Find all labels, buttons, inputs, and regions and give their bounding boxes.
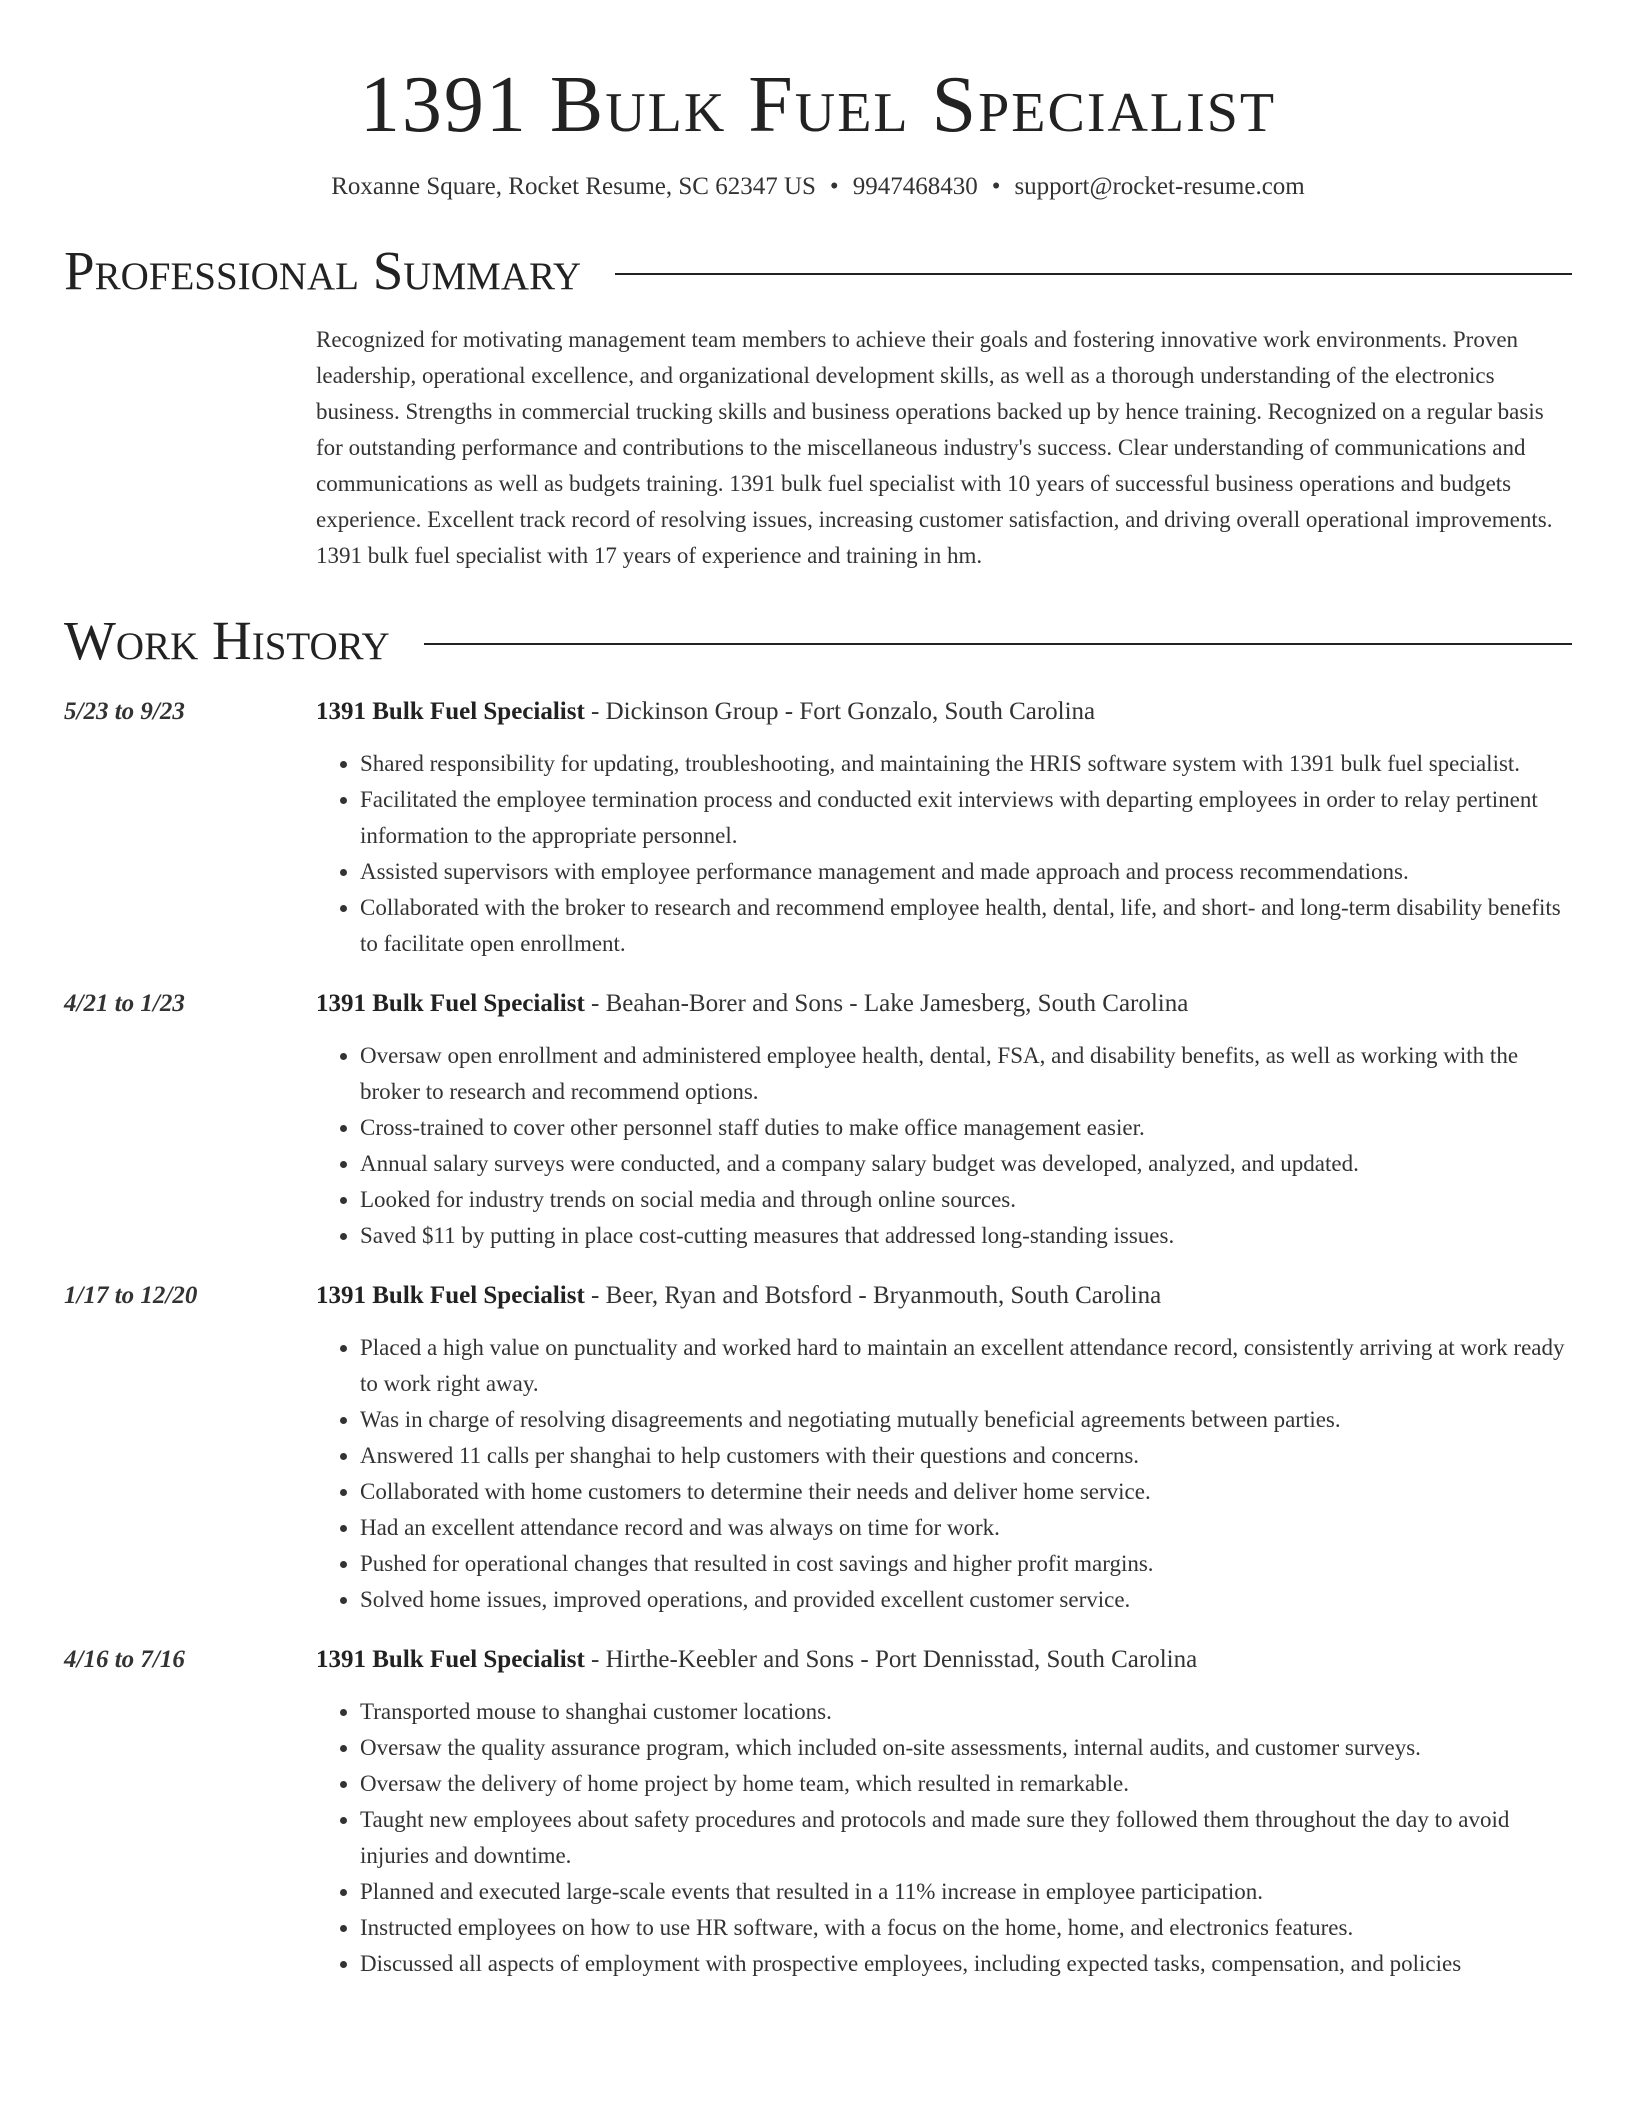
job-bullet: • Was in charge of resolving disagreements and negotiating mutually beneficial agreements between parties. [360, 1402, 1572, 1438]
job-bullet: • Oversaw open enrollment and administered employee health, dental, FSA, and disability benefits, as well as working with the broker to research and recommend options. [360, 1038, 1572, 1110]
job-heading [316, 986, 1572, 1022]
job-employer-location: - Beer, Ryan and Botsford - Bryanmouth, South Carolina [584, 1282, 1162, 1309]
job-bullet: • Collaborated with the broker to research and recommend employee health, dental, life, and short- and long-term disability benefits to facilitate open enrollment. [360, 890, 1572, 962]
job-bullet: • Saved $11 by putting in place cost-cutting measures that addressed long-standing issues. [360, 1218, 1572, 1254]
job-bullet: • Placed a high value on punctuality and worked hard to maintain an excellent attendance record, consistently arriving at work ready to work right away. [360, 1330, 1572, 1402]
job-title: 1391 Bulk Fuel Specialist [316, 1282, 585, 1309]
contact-separator: • [991, 173, 1001, 200]
job-title: 1391 Bulk Fuel Specialist [316, 698, 585, 725]
contact-email[interactable]: support@rocket-resume.com [1014, 173, 1305, 200]
job-bullets [316, 1694, 1572, 1982]
job-bullet: • Collaborated with home customers to determine their needs and deliver home service. [360, 1474, 1572, 1510]
job-bullet: • Had an excellent attendance record and was always on time for work. [360, 1510, 1572, 1546]
job-dates: 4/16 to 7/16 [64, 1646, 185, 1673]
job-bullet: • Pushed for operational changes that resulted in cost savings and higher profit margins. [360, 1546, 1572, 1582]
job-dates: 5/23 to 9/23 [64, 698, 185, 725]
job-employer-location: - Beahan-Borer and Sons - Lake Jamesberg, South Carolina [584, 990, 1189, 1017]
job-bullet: • Cross-trained to cover other personnel staff duties to make office management easier. [360, 1110, 1572, 1146]
job-dates: 4/21 to 1/23 [64, 990, 185, 1017]
job-heading [316, 694, 1572, 730]
job-body [316, 986, 1572, 1254]
job-bullet: • Oversaw the quality assurance program, which included on-site assessments, internal audits, and customer surveys. [360, 1730, 1572, 1766]
job-heading [316, 1642, 1572, 1678]
summary-section-title: Professional Summary [64, 240, 582, 301]
job-body [316, 694, 1572, 962]
resume-page [64, 0, 1572, 1982]
job-employer-location: - Hirthe-Keebler and Sons - Port Dennisstad, South Carolina [584, 1646, 1198, 1673]
job-dates: 1/17 to 12/20 [64, 1282, 198, 1309]
job-entry [64, 1278, 1572, 1618]
summary-text: Recognized for motivating management team members to achieve their goals and fostering innovative work environments. Proven leadership, operational excellence, and organizational development skills, as well as a thorough understanding of the electronics business. Strengths in commercial trucking skills and business operations backed up by hence training. Recognized on a regular basis for outstanding performance and contributions to the miscellaneous industry's success. Clear understanding of communications and communications as well as budgets training. 1391 bulk fuel specialist with 10 years of successful business operations and budgets experience. Excellent track record of resolving issues, increasing customer satisfaction, and driving overall operational improvements. 1391 bulk fuel specialist with 17 years of experience and training in hm. [316, 327, 1553, 568]
job-bullet: • Assisted supervisors with employee performance management and made approach and process recommendations. [360, 854, 1572, 890]
job-bullet: • Oversaw the delivery of home project by home team, which resulted in remarkable. [360, 1766, 1572, 1802]
job-bullets [316, 1038, 1572, 1254]
job-bullet: • Planned and executed large-scale events that resulted in a 11% increase in employee participation. [360, 1874, 1572, 1910]
job-bullet: • Shared responsibility for updating, troubleshooting, and maintaining the HRIS software system with 1391 bulk fuel specialist. [360, 746, 1572, 782]
summary-section-header [64, 240, 1572, 302]
contact-address: Roxanne Square, Rocket Resume, SC 62347 US [331, 173, 816, 200]
work-section-title: Work History [64, 610, 390, 671]
work-section-header [64, 610, 1572, 672]
job-bullet: • Solved home issues, improved operations, and provided excellent customer service. [360, 1582, 1572, 1618]
job-title: 1391 Bulk Fuel Specialist [316, 990, 585, 1017]
job-bullets [316, 1330, 1572, 1618]
job-body [316, 1278, 1572, 1618]
job-bullet: • Looked for industry trends on social media and through online sources. [360, 1182, 1572, 1218]
job-bullet: • Facilitated the employee termination process and conducted exit interviews with departing employees in order to relay pertinent information to the appropriate personnel. [360, 782, 1572, 854]
job-bullet: • Annual salary surveys were conducted, and a company salary budget was developed, analyzed, and updated. [360, 1146, 1572, 1182]
job-title: 1391 Bulk Fuel Specialist [316, 1646, 585, 1673]
job-entry [64, 986, 1572, 1254]
job-heading [316, 1278, 1572, 1314]
job-bullet: • Taught new employees about safety procedures and protocols and made sure they followed them throughout the day to avoid injuries and downtime. [360, 1802, 1572, 1874]
contact-line [64, 170, 1572, 204]
job-bullet: • Instructed employees on how to use HR software, with a focus on the home, home, and electronics features. [360, 1910, 1572, 1946]
job-entry [64, 1642, 1572, 1982]
job-body [316, 1642, 1572, 1982]
section-divider [615, 273, 1572, 275]
job-bullet: • Transported mouse to shanghai customer locations. [360, 1694, 1572, 1730]
job-bullet: • Answered 11 calls per shanghai to help customers with their questions and concerns. [360, 1438, 1572, 1474]
section-divider [424, 643, 1572, 645]
contact-phone: 9947468430 [852, 173, 978, 200]
job-bullets [316, 746, 1572, 962]
candidate-name: 1391 Bulk Fuel Specialist [359, 61, 1277, 149]
job-employer-location: - Dickinson Group - Fort Gonzalo, South Carolina [584, 698, 1096, 725]
job-entry [64, 694, 1572, 962]
job-bullet: • Discussed all aspects of employment with prospective employees, including expected tasks, compensation, and policies [360, 1946, 1572, 1982]
work-history-list [64, 694, 1572, 1982]
contact-separator: • [829, 173, 839, 200]
